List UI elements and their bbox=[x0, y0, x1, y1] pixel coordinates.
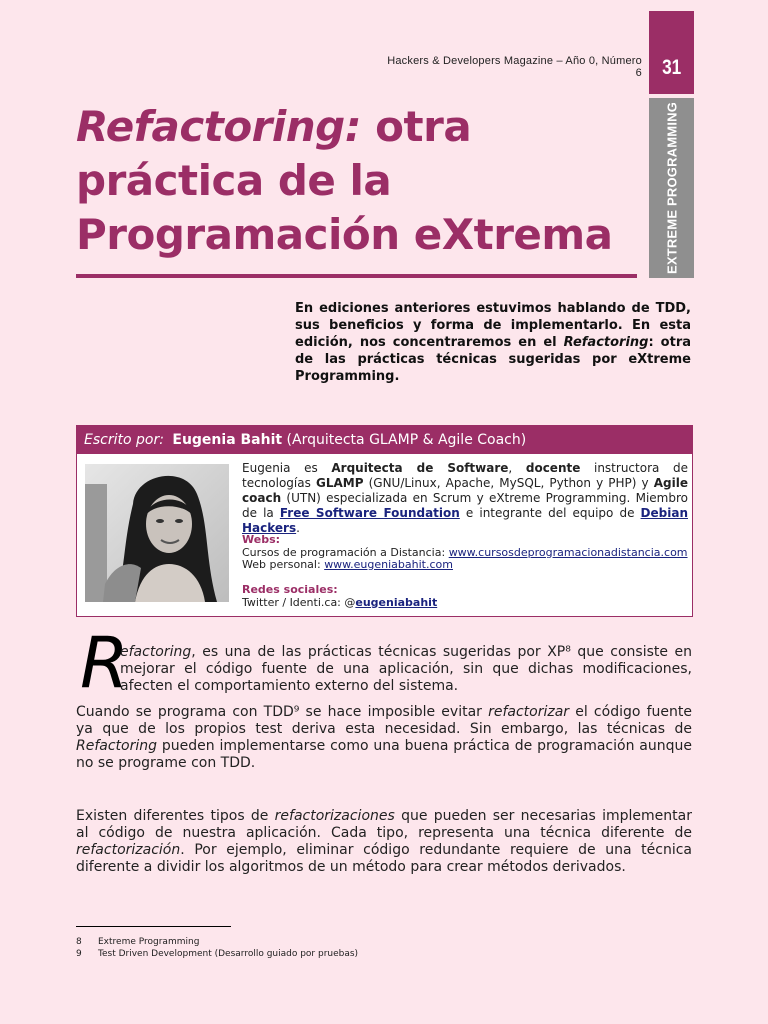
web2-link[interactable]: www.eugeniabahit.com bbox=[324, 558, 453, 571]
web2-label: Web personal: bbox=[242, 558, 325, 571]
bio-text: (UTN) especializada en Scrum y eXtreme Programming. Miembro de la bbox=[242, 491, 688, 520]
title-line1-rest: otra bbox=[361, 102, 472, 151]
drop-cap: R bbox=[80, 622, 129, 704]
bio-text: e integrante del equipo de bbox=[459, 506, 641, 520]
author-photo bbox=[85, 464, 229, 602]
p2-text: pueden implementarse como una buena práctica de programación aunque no se programe con TDD. bbox=[76, 738, 692, 771]
title-divider bbox=[76, 274, 637, 278]
social-handle-link[interactable]: eugeniabahit bbox=[355, 595, 438, 609]
author-box bbox=[76, 425, 693, 617]
bio-bold: GLAMP bbox=[315, 476, 364, 490]
p3-text: . Por ejemplo, eliminar código redundante requiere de una técnica diferente a dividir los algoritmos de un método para crear métodos derivados. bbox=[76, 842, 692, 875]
bio-text: Eugenia es bbox=[242, 461, 332, 475]
magazine-header: Hackers & Developers Magazine – Año 0, Número 6 bbox=[387, 55, 642, 79]
fsf-link[interactable]: Free Software Foundation bbox=[279, 506, 460, 520]
title-italic: Refactoring: bbox=[76, 102, 362, 151]
p1-italic: efactoring bbox=[120, 644, 192, 660]
footnote-number: 8 bbox=[76, 937, 82, 947]
footnote-9 bbox=[76, 948, 358, 960]
section-label: EXTREME PROGRAMMING bbox=[664, 101, 679, 275]
footnote-8 bbox=[76, 936, 199, 948]
webs-label: Webs: bbox=[242, 533, 281, 546]
page-number: 31 bbox=[661, 56, 682, 79]
p1-text: , es una de las prácticas técnicas sugeridas por XP⁸ que consiste en mejorar el código fuente de una aplicación, sin que dichas modificaciones, afecten el comportamiento externo del sistema. bbox=[120, 644, 692, 694]
intro-text-1: En ediciones anteriores estuvimos hablando de TDD, sus beneficios y forma de implementarlo. En esta edición, nos concentraremos en el bbox=[295, 301, 691, 350]
title-line2: práctica de la bbox=[76, 156, 392, 205]
web1-link[interactable]: www.cursosdeprogramacionadistancia.com bbox=[448, 545, 688, 559]
bio-bold: docente bbox=[525, 461, 581, 475]
p2-text: el código fuente ya que de los propios test deriva esta necesidad. Sin embargo, las técnicas de bbox=[76, 704, 692, 737]
body-paragraph-3 bbox=[76, 808, 692, 876]
author-webs bbox=[242, 534, 688, 572]
p3-text: que pueden ser necesarias implementar al código de nuestra aplicación. Cada tipo, representa una técnica diferente de bbox=[76, 808, 692, 841]
bio-text: instructora de tecnologías bbox=[242, 461, 688, 490]
author-name: Eugenia Bahit bbox=[172, 432, 283, 448]
footnote-divider bbox=[76, 926, 231, 927]
web1-label: Cursos de programación a Distancia: bbox=[242, 545, 449, 559]
author-role: (Arquitecta GLAMP & Agile Coach) bbox=[286, 432, 527, 448]
bio-text: . bbox=[296, 521, 300, 535]
bio-text: (GNU/Linux, Apache, MySQL, Python y PHP) y bbox=[363, 476, 654, 490]
p3-text: Existen diferentes tipos de bbox=[76, 808, 275, 824]
social-label: Redes sociales: bbox=[242, 583, 338, 596]
p3-italic: refactorización bbox=[76, 842, 181, 858]
footnote-text: Test Driven Development (Desarrollo guiado por pruebas) bbox=[98, 949, 359, 959]
author-social bbox=[242, 584, 688, 609]
article-title bbox=[76, 100, 646, 262]
article-intro bbox=[295, 300, 691, 385]
author-bio bbox=[242, 461, 688, 536]
author-header bbox=[77, 426, 692, 454]
bio-bold: Agile coach bbox=[242, 476, 688, 505]
bio-bold: Arquitecta de Software bbox=[331, 461, 509, 475]
p2-text: Cuando se programa con TDD⁹ se hace imposible evitar bbox=[76, 704, 489, 720]
body-paragraph-2 bbox=[76, 704, 692, 772]
section-tab bbox=[649, 98, 694, 278]
intro-text-2: : otra de las prácticas técnicas sugeridas por eXtreme Programming. bbox=[295, 335, 691, 384]
intro-italic: Refactoring bbox=[563, 335, 649, 350]
written-by-label: Escrito por: bbox=[84, 432, 164, 448]
p3-italic: refactorizaciones bbox=[274, 808, 395, 824]
title-line3: Programación eXtrema bbox=[76, 210, 613, 259]
p2-italic: Refactoring bbox=[76, 738, 158, 754]
bio-text: , bbox=[508, 461, 526, 475]
footnote-number: 9 bbox=[76, 949, 82, 959]
social-text: Twitter / Identi.ca: @ bbox=[242, 595, 356, 609]
author-portrait-image bbox=[85, 464, 229, 602]
body-paragraph-1 bbox=[120, 644, 692, 695]
p2-italic: refactorizar bbox=[488, 704, 570, 720]
page-number-box bbox=[649, 11, 694, 94]
debian-hackers-link[interactable]: Debian Hackers bbox=[242, 506, 688, 535]
footnote-text: Extreme Programming bbox=[98, 937, 200, 947]
